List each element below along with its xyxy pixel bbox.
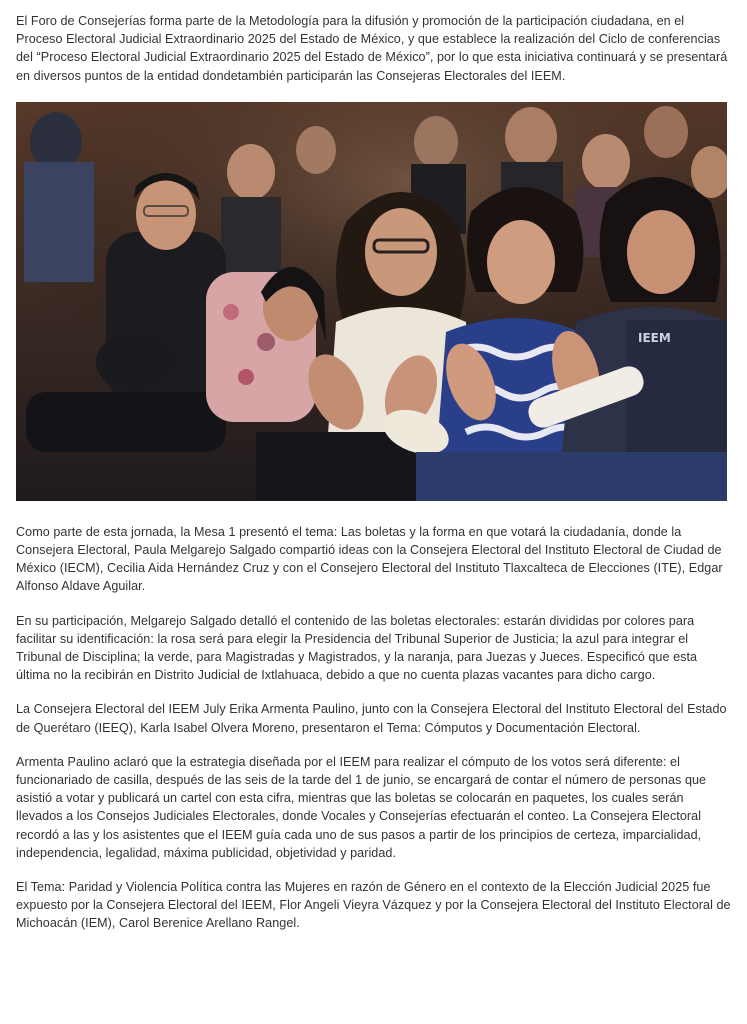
paragraph-boletas: En su participación, Melgarejo Salgado detalló el contenido de las boletas electorales: estarán divididas por colores para facilitar su identificación: la rosa será para elegir la Presidencia del Tribunal Superior de Justicia; la azul para integrar el Tribunal de Disciplina; la verde, para Magistradas y Magistrados, y la naranja, para Juezas y Jueces. Especificó que esta última no la recibirán en Distrito Judicial de Ixtlahuaca, debido a que no cuenta plazas vacantes para dicho cargo. bbox=[16, 613, 698, 683]
vest-logo-text: IEEM bbox=[638, 330, 671, 345]
paragraph-computos: La Consejera Electoral del IEEM July Erika Armenta Paulino, junto con la Consejera Electoral del Instituto Electoral del Estado de Querétaro (IEEQ), Karla Isabel Olvera Moreno, presentaron el Tema: Cómputos y Documentación Electoral. bbox=[16, 702, 727, 735]
article-body bbox=[16, 12, 732, 933]
intro-paragraph: El Foro de Consejerías forma parte de la Metodología para la difusión y promoción de la participación ciudadana, en el Proceso Electoral Judicial Extraordinario 2025 del Estado de México, y que establece la realización del Ciclo de conferencias del “Proceso Electoral Judicial Extraordinario 2025 del Estado de México”, por lo que esta iniciativa continuará y se presentará en diversos puntos de la entidad dondetambién participarán las Consejeras Electorales del IEEM. bbox=[16, 14, 728, 83]
paragraph-estrategia: Armenta Paulino aclaró que la estrategia diseñada por el IEEM para realizar el cómputo de los votos será diferente: el funcionariado de casilla, después de las seis de la tarde del 1 de junio, se encargará de contar el número de personas que asistió a votar y publicará un cartel con esta cifra, mientras que las boletas se colocarán en paquetes, los cuales serán llevados a los Consejos Judiciales Electorales, donde Vocales y Consejerías efectuarán el conteo. La Consejera Electoral recordó a las y los asistentes que el IEEM guía cada uno de sus pasos a partir de los principios de certeza, imparcialidad, independencia, legalidad, máxima publicidad, objetividad y paridad. bbox=[16, 754, 707, 860]
paragraph-paridad: El Tema: Paridad y Violencia Política contra las Mujeres en razón de Género en el contexto de la Elección Judicial 2025 fue expuesto por la Consejera Electoral del IEEM, Flor Angeli Vieyra Vázquez y por la Consejera Electoral del Instituto Electoral de Michoacán (IEM), Carol Berenice Arellano Rangel. bbox=[16, 880, 731, 931]
event-photo bbox=[16, 102, 727, 501]
paragraph-mesa-1: Como parte de esta jornada, la Mesa 1 presentó el tema: Las boletas y la forma en que votará la ciudadanía, donde la Consejera Electoral, Paula Melgarejo Salgado compartió ideas con la Consejera Electoral del Instituto Electoral de Ciudad de México (IECM), Cecilia Aida Hernández Cruz y con el Consejero Electoral del Instituto Tlaxcalteca de Elecciones (ITE), Edgar Alfonso Aldave Aguilar. bbox=[16, 524, 723, 594]
photo-women-applauding-icon bbox=[16, 102, 727, 501]
